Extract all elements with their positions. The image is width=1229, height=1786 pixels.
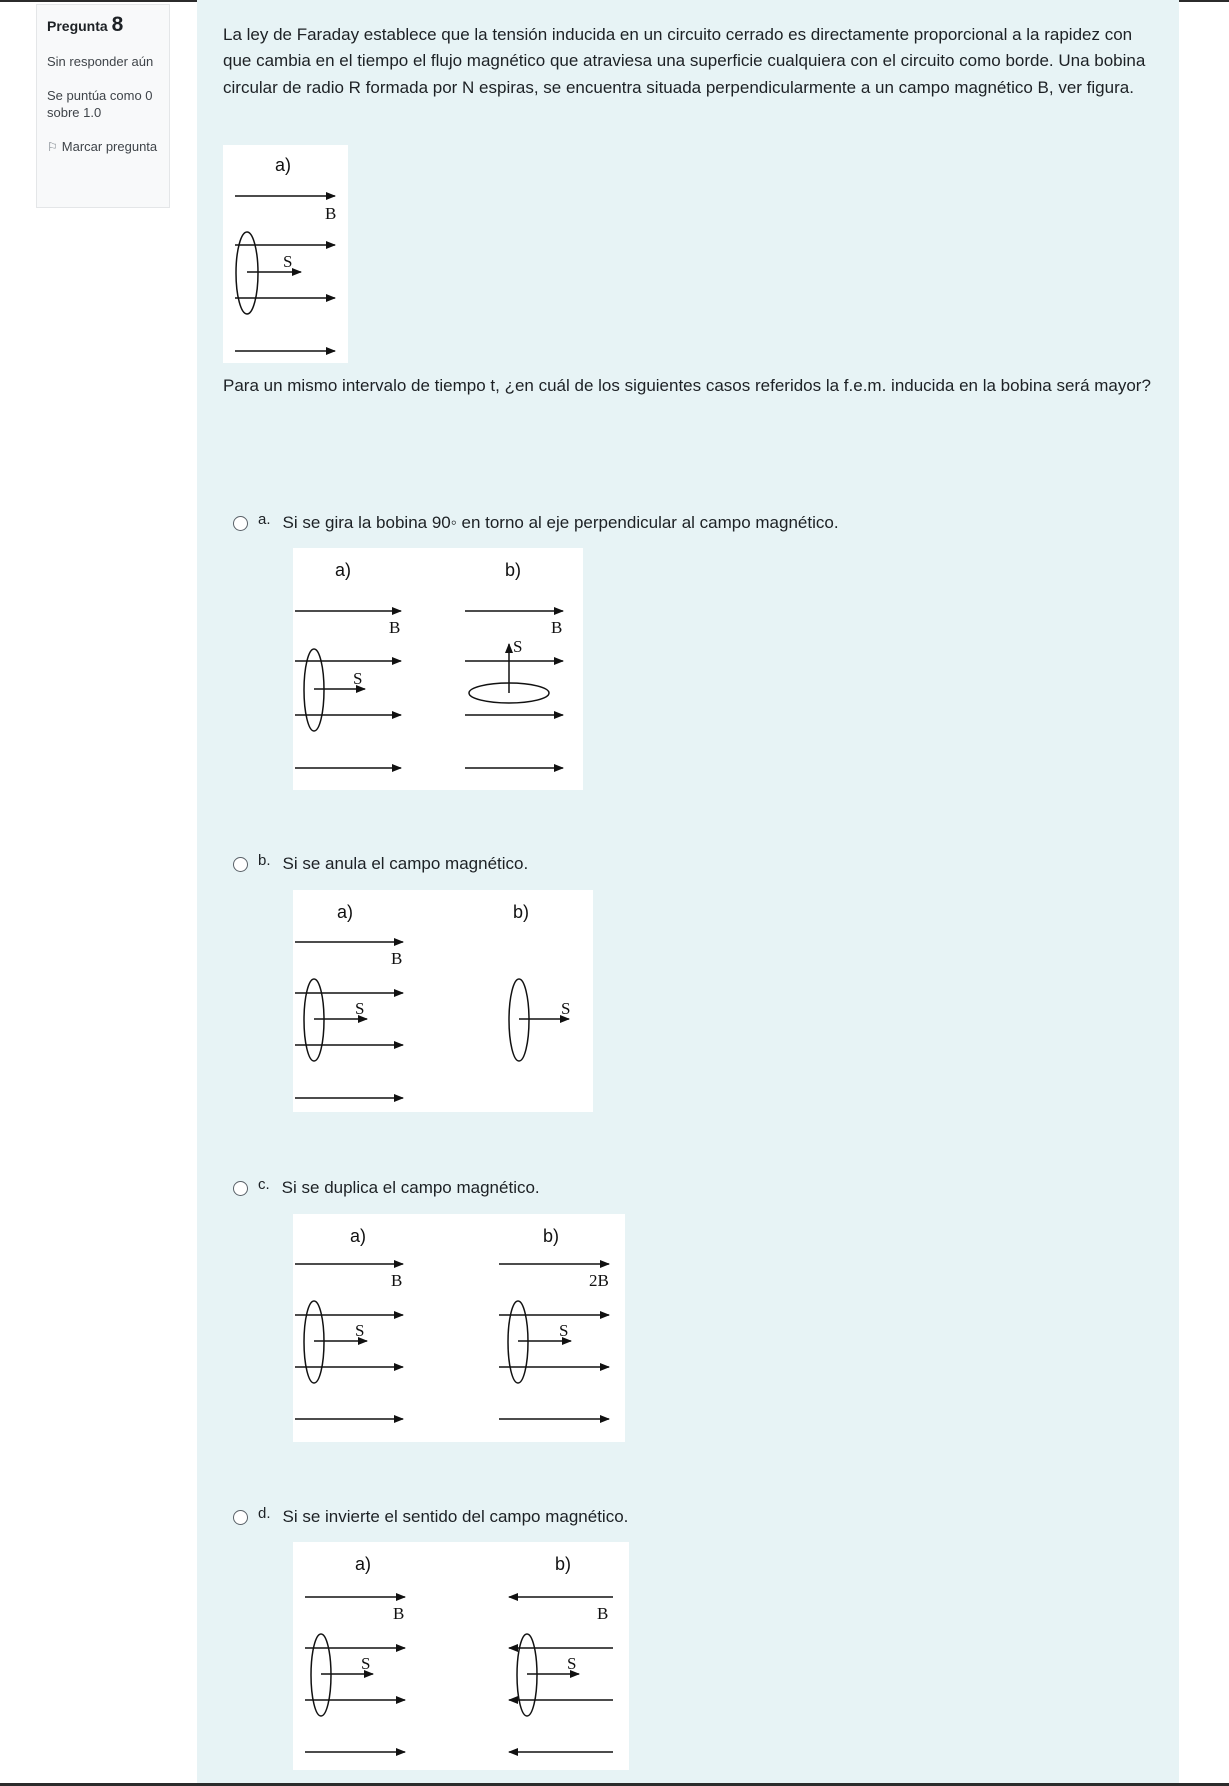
question-content <box>197 0 1179 1786</box>
field-label: B <box>389 618 401 637</box>
main-figure <box>223 145 348 363</box>
question-prompt: Para un mismo intervalo de tiempo t, ¿en cuál de los siguientes casos referidos la f.e.m. inducida en la bobina será mayor? <box>223 376 1151 395</box>
field-label: B <box>325 204 337 223</box>
surface-label: S <box>283 252 293 271</box>
option-b-figure <box>293 890 593 1112</box>
panel-b-label: b) <box>555 1554 572 1574</box>
coil <box>509 979 529 1061</box>
field-label-double: 2B <box>589 1271 609 1290</box>
panel-a-label: a) <box>275 155 292 175</box>
panel-a-label: a) <box>337 902 354 922</box>
surface-label: S <box>353 669 363 688</box>
radio-option-a[interactable] <box>233 516 248 531</box>
field-label: B <box>391 1271 403 1290</box>
radio-option-c[interactable] <box>233 1181 248 1196</box>
surface-label: S <box>355 999 365 1018</box>
coil <box>304 1301 324 1383</box>
surface-label: S <box>355 1321 365 1340</box>
coil <box>508 1301 528 1383</box>
coil <box>311 1634 331 1716</box>
surface-label: S <box>567 1654 577 1673</box>
panel-a-label: a) <box>355 1554 372 1574</box>
panel-a-label: a) <box>335 560 352 580</box>
coil <box>517 1634 537 1716</box>
flag-icon: ⚐ <box>47 139 58 154</box>
panel-b-label: b) <box>543 1226 560 1246</box>
panel-a-label: a) <box>350 1226 367 1246</box>
panel-b-label: b) <box>505 560 522 580</box>
option-c-figure <box>293 1214 625 1442</box>
field-label: B <box>551 618 563 637</box>
answer-option-c[interactable]: c. Si se duplica el campo magnético. <box>233 1178 540 1198</box>
surface-label: S <box>513 637 523 656</box>
surface-label: S <box>559 1321 569 1340</box>
question-number: Pregunta 8 <box>47 13 124 36</box>
surface-label: S <box>361 1654 371 1673</box>
question-grade: Se puntúa como 0 sobre 1.0 <box>47 87 153 121</box>
answer-option-b[interactable]: b. Si se anula el campo magnético. <box>233 854 528 874</box>
option-a-figure <box>293 548 583 790</box>
field-label: B <box>393 1604 405 1623</box>
radio-option-d[interactable] <box>233 1510 248 1525</box>
surface-label: S <box>561 999 571 1018</box>
option-d-figure <box>293 1542 629 1770</box>
question-state: Sin responder aún <box>47 54 154 70</box>
coil <box>304 979 324 1061</box>
radio-option-b[interactable] <box>233 857 248 872</box>
field-label: B <box>391 949 403 968</box>
flag-question-link[interactable]: ⚐ Marcar pregunta <box>47 138 158 154</box>
answer-option-d[interactable]: d. Si se invierte el sentido del campo magnético. <box>233 1507 628 1527</box>
answer-option-a[interactable]: a. Si se gira la bobina 90◦ en torno al eje perpendicular al campo magnético. <box>233 513 839 533</box>
panel-b-label: b) <box>513 902 530 922</box>
question-info-panel <box>36 4 170 208</box>
field-label: B <box>597 1604 609 1623</box>
question-text: La ley de Faraday establece que la tensión inducida en un circuito cerrado es directamente proporcional a la rapidez con que cambia en el tiempo el flujo magnético que atraviesa una superficie cualquiera con el circuito como borde. Una bobina circular de radio R formada por N espiras, se encuentra situada perpendicularmente a un campo magnético B, ver figura. <box>223 25 1146 97</box>
